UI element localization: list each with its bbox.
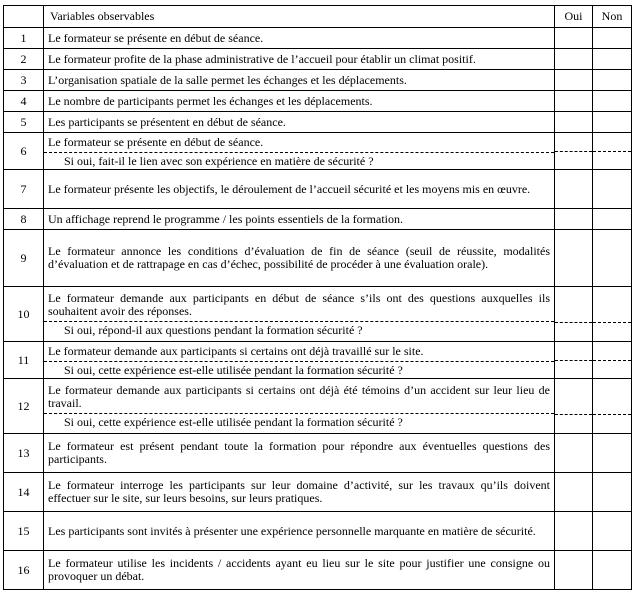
table-row bbox=[4, 551, 632, 590]
table-row bbox=[4, 28, 632, 49]
observation-table bbox=[3, 5, 632, 590]
observation-grid bbox=[3, 5, 632, 590]
no-cell[interactable] bbox=[593, 133, 632, 170]
row-number: 2 bbox=[4, 49, 44, 70]
yes-cell[interactable] bbox=[555, 112, 593, 133]
no-cell[interactable] bbox=[593, 287, 632, 342]
header-yes: Oui bbox=[555, 6, 593, 28]
yes-cell[interactable] bbox=[555, 512, 593, 551]
table-row bbox=[4, 379, 632, 434]
yes-cell[interactable] bbox=[555, 230, 593, 287]
table-row bbox=[4, 70, 632, 91]
table-row bbox=[4, 434, 632, 473]
table-row bbox=[4, 133, 632, 170]
row-variable-split bbox=[44, 287, 555, 342]
row-variable: Les participants sont invités à présenter une expérience personnelle marquante en matière de sécurité. bbox=[44, 512, 555, 551]
row-number: 7 bbox=[4, 170, 44, 209]
yes-cell[interactable] bbox=[555, 209, 593, 230]
no-cell[interactable] bbox=[593, 551, 632, 590]
row-variable: Le formateur profite de la phase administrative de l’accueil pour établir un climat positif. bbox=[44, 49, 555, 70]
row-variable: Le formateur demande aux participants en début de séance s’ils ont des questions auxquelles ils souhaitent avoir des réponses. bbox=[48, 291, 550, 318]
row-number: 10 bbox=[4, 287, 44, 342]
row-variable: Le formateur interroge les participants sur leur domaine d’activité, sur les travaux qu’ils doivent effectuer sur le site, sur leurs besoins, sur leurs pratiques. bbox=[44, 473, 555, 512]
row-number: 9 bbox=[4, 230, 44, 287]
row-variable: Un affichage reprend le programme / les points essentiels de la formation. bbox=[44, 209, 555, 230]
row-variable: Le formateur annonce les conditions d’évaluation de fin de séance (seuil de réussite, modalités d’évaluation et de rattrapage en cas d’échec, possibilité de procéder à une évaluation orale). bbox=[44, 230, 555, 287]
row-followup: Si oui, répond-il aux questions pendant la formation sécurité ? bbox=[44, 321, 554, 338]
table-row bbox=[4, 170, 632, 209]
no-cell[interactable] bbox=[593, 434, 632, 473]
table-row bbox=[4, 230, 632, 287]
yes-cell[interactable] bbox=[555, 473, 593, 512]
no-cell[interactable] bbox=[593, 342, 632, 379]
table-row bbox=[4, 112, 632, 133]
row-variable: Le formateur est présent pendant toute la formation pour répondre aux éventuelles questions des participants. bbox=[44, 434, 555, 473]
row-variable: Le formateur se présente en début de séance. bbox=[44, 28, 555, 49]
yes-cell[interactable] bbox=[555, 170, 593, 209]
no-cell[interactable] bbox=[593, 209, 632, 230]
row-followup: Si oui, fait-il le lien avec son expérience en matière de sécurité ? bbox=[44, 152, 554, 169]
row-variable-split bbox=[44, 379, 555, 434]
table-row bbox=[4, 49, 632, 70]
row-variable: Le formateur demande aux participants si certains ont déjà été témoins d’un accident sur leur lieu de travail. bbox=[48, 383, 550, 410]
yes-cell[interactable] bbox=[555, 434, 593, 473]
table-row bbox=[4, 342, 632, 379]
no-cell[interactable] bbox=[593, 91, 632, 112]
yes-cell[interactable] bbox=[555, 287, 593, 342]
row-variable: Les participants se présentent en début de séance. bbox=[44, 112, 555, 133]
row-variable: Le nombre de participants permet les échanges et les déplacements. bbox=[44, 91, 555, 112]
row-number: 16 bbox=[4, 551, 44, 590]
row-variable-split bbox=[44, 342, 555, 379]
table-row bbox=[4, 473, 632, 512]
yes-cell[interactable] bbox=[555, 551, 593, 590]
row-number: 3 bbox=[4, 70, 44, 91]
header-number-cell bbox=[4, 6, 44, 28]
yes-cell[interactable] bbox=[555, 49, 593, 70]
row-number: 11 bbox=[4, 342, 44, 379]
yes-cell[interactable] bbox=[555, 28, 593, 49]
table-row bbox=[4, 91, 632, 112]
row-variable: L’organisation spatiale de la salle permet les échanges et les déplacements. bbox=[44, 70, 555, 91]
row-number: 15 bbox=[4, 512, 44, 551]
yes-cell[interactable] bbox=[555, 91, 593, 112]
row-variable: Le formateur se présente en début de séance. bbox=[48, 134, 264, 149]
no-cell[interactable] bbox=[593, 230, 632, 287]
row-variable-split bbox=[44, 133, 555, 170]
table-row bbox=[4, 209, 632, 230]
table-row bbox=[4, 287, 632, 342]
no-cell[interactable] bbox=[593, 70, 632, 91]
yes-cell[interactable] bbox=[555, 133, 593, 170]
header-no: Non bbox=[593, 6, 632, 28]
row-followup: Si oui, cette expérience est-elle utilisée pendant la formation sécurité ? bbox=[44, 361, 554, 378]
row-number: 5 bbox=[4, 112, 44, 133]
table-header-row bbox=[4, 6, 632, 28]
no-cell[interactable] bbox=[593, 379, 632, 434]
header-variables: Variables observables bbox=[44, 6, 555, 28]
row-variable: Le formateur demande aux participants si certains ont déjà travaillé sur le site. bbox=[48, 343, 424, 358]
row-variable: Le formateur présente les objectifs, le déroulement de l’accueil sécurité et les moyens mis en œuvre. bbox=[44, 170, 555, 209]
row-number: 13 bbox=[4, 434, 44, 473]
row-followup: Si oui, cette expérience est-elle utilisée pendant la formation sécurité ? bbox=[44, 413, 554, 430]
no-cell[interactable] bbox=[593, 28, 632, 49]
row-number: 6 bbox=[4, 133, 44, 170]
table-row bbox=[4, 512, 632, 551]
no-cell[interactable] bbox=[593, 112, 632, 133]
yes-cell[interactable] bbox=[555, 342, 593, 379]
row-number: 14 bbox=[4, 473, 44, 512]
no-cell[interactable] bbox=[593, 512, 632, 551]
row-number: 12 bbox=[4, 379, 44, 434]
yes-cell[interactable] bbox=[555, 379, 593, 434]
row-number: 4 bbox=[4, 91, 44, 112]
row-number: 8 bbox=[4, 209, 44, 230]
yes-cell[interactable] bbox=[555, 70, 593, 91]
no-cell[interactable] bbox=[593, 170, 632, 209]
no-cell[interactable] bbox=[593, 49, 632, 70]
row-number: 1 bbox=[4, 28, 44, 49]
row-variable: Le formateur utilise les incidents / accidents ayant eu lieu sur le site pour justifier une consigne ou provoquer un débat. bbox=[44, 551, 555, 590]
no-cell[interactable] bbox=[593, 473, 632, 512]
